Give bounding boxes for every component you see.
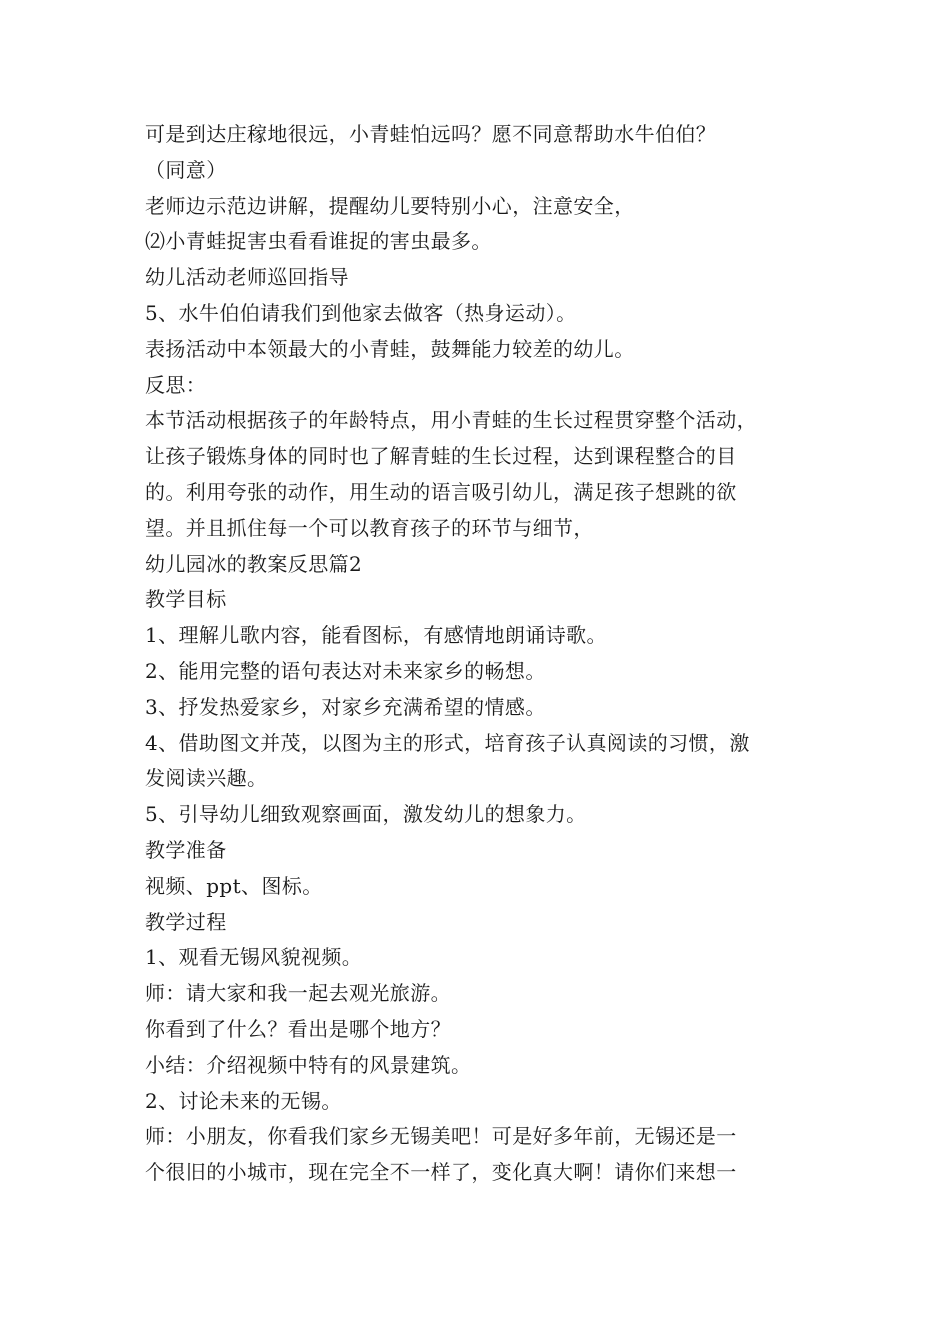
text-line: （同意） <box>145 157 227 182</box>
list-item: 2、讨论未来的无锡。 <box>145 1088 342 1113</box>
list-item: 3、抒发热爱家乡，对家乡充满希望的情感。 <box>145 694 546 719</box>
text-line: 幼儿活动老师巡回指导 <box>145 265 349 290</box>
text-line: 本节活动根据孩子的年龄特点，用小青蛙的生长过程贯穿整个活动， <box>145 408 757 433</box>
text-line: 可是到达庄稼地很远，小青蛙怕远吗？愿不同意帮助水牛伯伯？ <box>145 122 717 146</box>
list-item: 1、理解儿歌内容，能看图标，有感情地朗诵诗歌。 <box>145 623 607 648</box>
text-line: 视频、ppt、图标。 <box>145 873 323 898</box>
document-body <box>145 117 825 1191</box>
text-line: 你看到了什么？看出是哪个地方？ <box>145 1016 451 1041</box>
article-title: 幼儿园冰的教案反思篇2 <box>145 551 363 576</box>
text-line: 让孩子锻炼身体的同时也了解青蛙的生长过程，达到课程整合的目 <box>145 444 737 469</box>
text-line: 小结：介绍视频中特有的风景建筑。 <box>145 1052 472 1077</box>
list-item: 4、借助图文并茂，以图为主的形式，培育孩子认真阅读的习惯，激 <box>145 730 750 755</box>
list-item: 5、引导幼儿细致观察画面，激发幼儿的想象力。 <box>145 802 587 827</box>
section-heading-goals: 教学目标 <box>145 587 227 612</box>
text-line: ⑵小青蛙捉害虫看看谁捉的害虫最多。 <box>145 229 492 254</box>
section-heading-reflection: 反思： <box>145 372 207 397</box>
list-item: 1、观看无锡风貌视频。 <box>145 945 363 970</box>
text-line: 师：小朋友，你看我们家乡无锡美吧！可是好多年前，无锡还是一 <box>145 1124 737 1149</box>
text-line: 发阅读兴趣。 <box>145 766 268 791</box>
list-item: 2、能用完整的语句表达对未来家乡的畅想。 <box>145 658 546 683</box>
text-line: 老师边示范边讲解，提醒幼儿要特别小心，注意安全， <box>145 193 635 218</box>
text-line: 表扬活动中本领最大的小青蛙，鼓舞能力较差的幼儿。 <box>145 336 635 361</box>
text-line: 望。并且抓住每一个可以教育孩子的环节与细节， <box>145 515 594 540</box>
text-line: 5、水牛伯伯请我们到他家去做客（热身运动）。 <box>145 300 577 325</box>
text-line: 师：请大家和我一起去观光旅游。 <box>145 981 451 1006</box>
text-line: 的。利用夸张的动作，用生动的语言吸引幼儿，满足孩子想跳的欲 <box>145 479 737 504</box>
section-heading-preparation: 教学准备 <box>145 837 227 862</box>
section-heading-process: 教学过程 <box>145 909 227 934</box>
text-line: 个很旧的小城市，现在完全不一样了，变化真大啊！请你们来想一 <box>145 1160 737 1185</box>
